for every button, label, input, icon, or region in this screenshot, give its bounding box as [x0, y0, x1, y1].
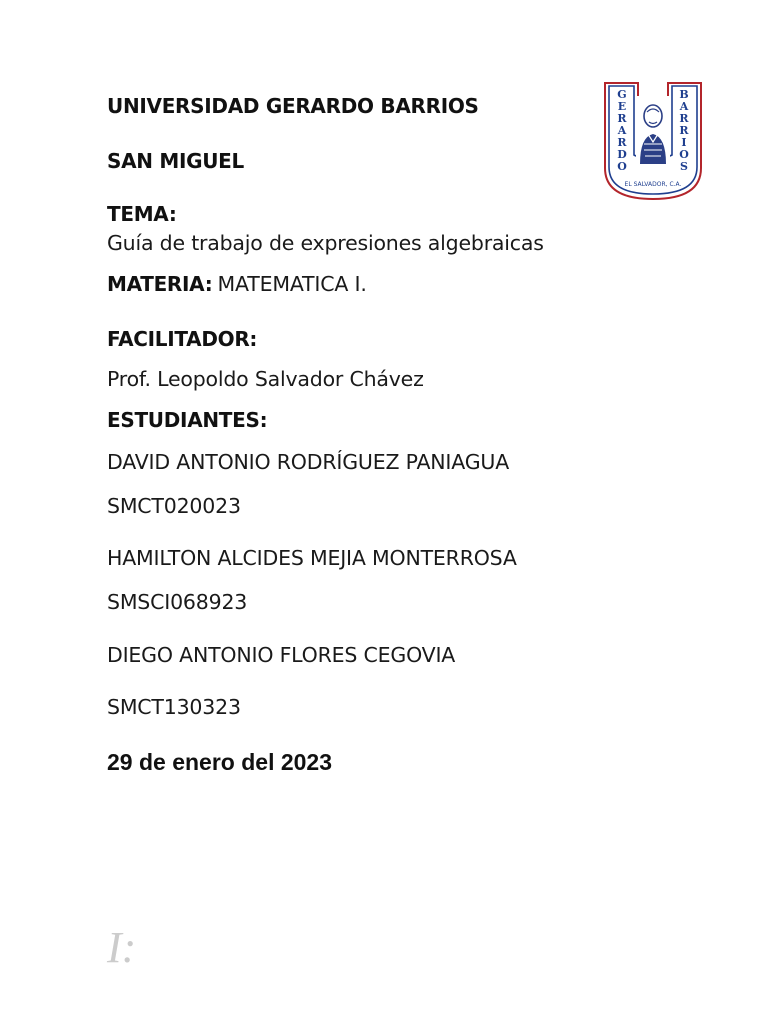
logo-letter: I: [681, 136, 687, 149]
logo-letter: A: [617, 124, 627, 137]
logo-letter: A: [679, 100, 689, 113]
logo-letter: R: [679, 112, 689, 125]
student-id: SMCT130323: [107, 695, 241, 719]
materia-label: MATERIA:: [107, 272, 213, 296]
materia-line: [107, 272, 367, 296]
document-date: 29 de enero del 2023: [107, 749, 333, 775]
logo-letter: R: [679, 124, 689, 137]
student-name: HAMILTON ALCIDES MEJIA MONTERROSA: [107, 546, 517, 570]
facilitador-label: FACILITADOR:: [107, 327, 258, 351]
tema-label: TEMA:: [107, 202, 177, 226]
faint-mark: I:: [107, 923, 137, 972]
logo-footer-text: EL SALVADOR, C.A.: [624, 181, 682, 188]
student-name: DAVID ANTONIO RODRÍGUEZ PANIAGUA: [107, 450, 510, 474]
city-title: SAN MIGUEL: [107, 149, 244, 173]
logo-letter: G: [617, 88, 627, 101]
logo-letter: D: [617, 148, 627, 161]
materia-value: MATEMATICA I.: [217, 272, 367, 296]
university-logo: [604, 82, 702, 200]
logo-letter: S: [680, 160, 688, 173]
student-name: DIEGO ANTONIO FLORES CEGOVIA: [107, 643, 456, 667]
logo-letter: O: [617, 160, 627, 173]
student-id: SMCT020023: [107, 494, 241, 518]
tema-value: Guía de trabajo de expresiones algebraicas: [107, 231, 544, 255]
estudiantes-label: ESTUDIANTES:: [107, 408, 268, 432]
logo-letter: B: [679, 88, 689, 101]
facilitador-value: Prof. Leopoldo Salvador Chávez: [107, 367, 424, 391]
student-id: SMSCI068923: [107, 590, 248, 614]
logo-letter: R: [617, 136, 627, 149]
logo-letter: O: [679, 148, 689, 161]
logo-letter: R: [617, 112, 627, 125]
logo-letter: E: [617, 100, 627, 113]
university-title: UNIVERSIDAD GERARDO BARRIOS: [107, 94, 479, 118]
